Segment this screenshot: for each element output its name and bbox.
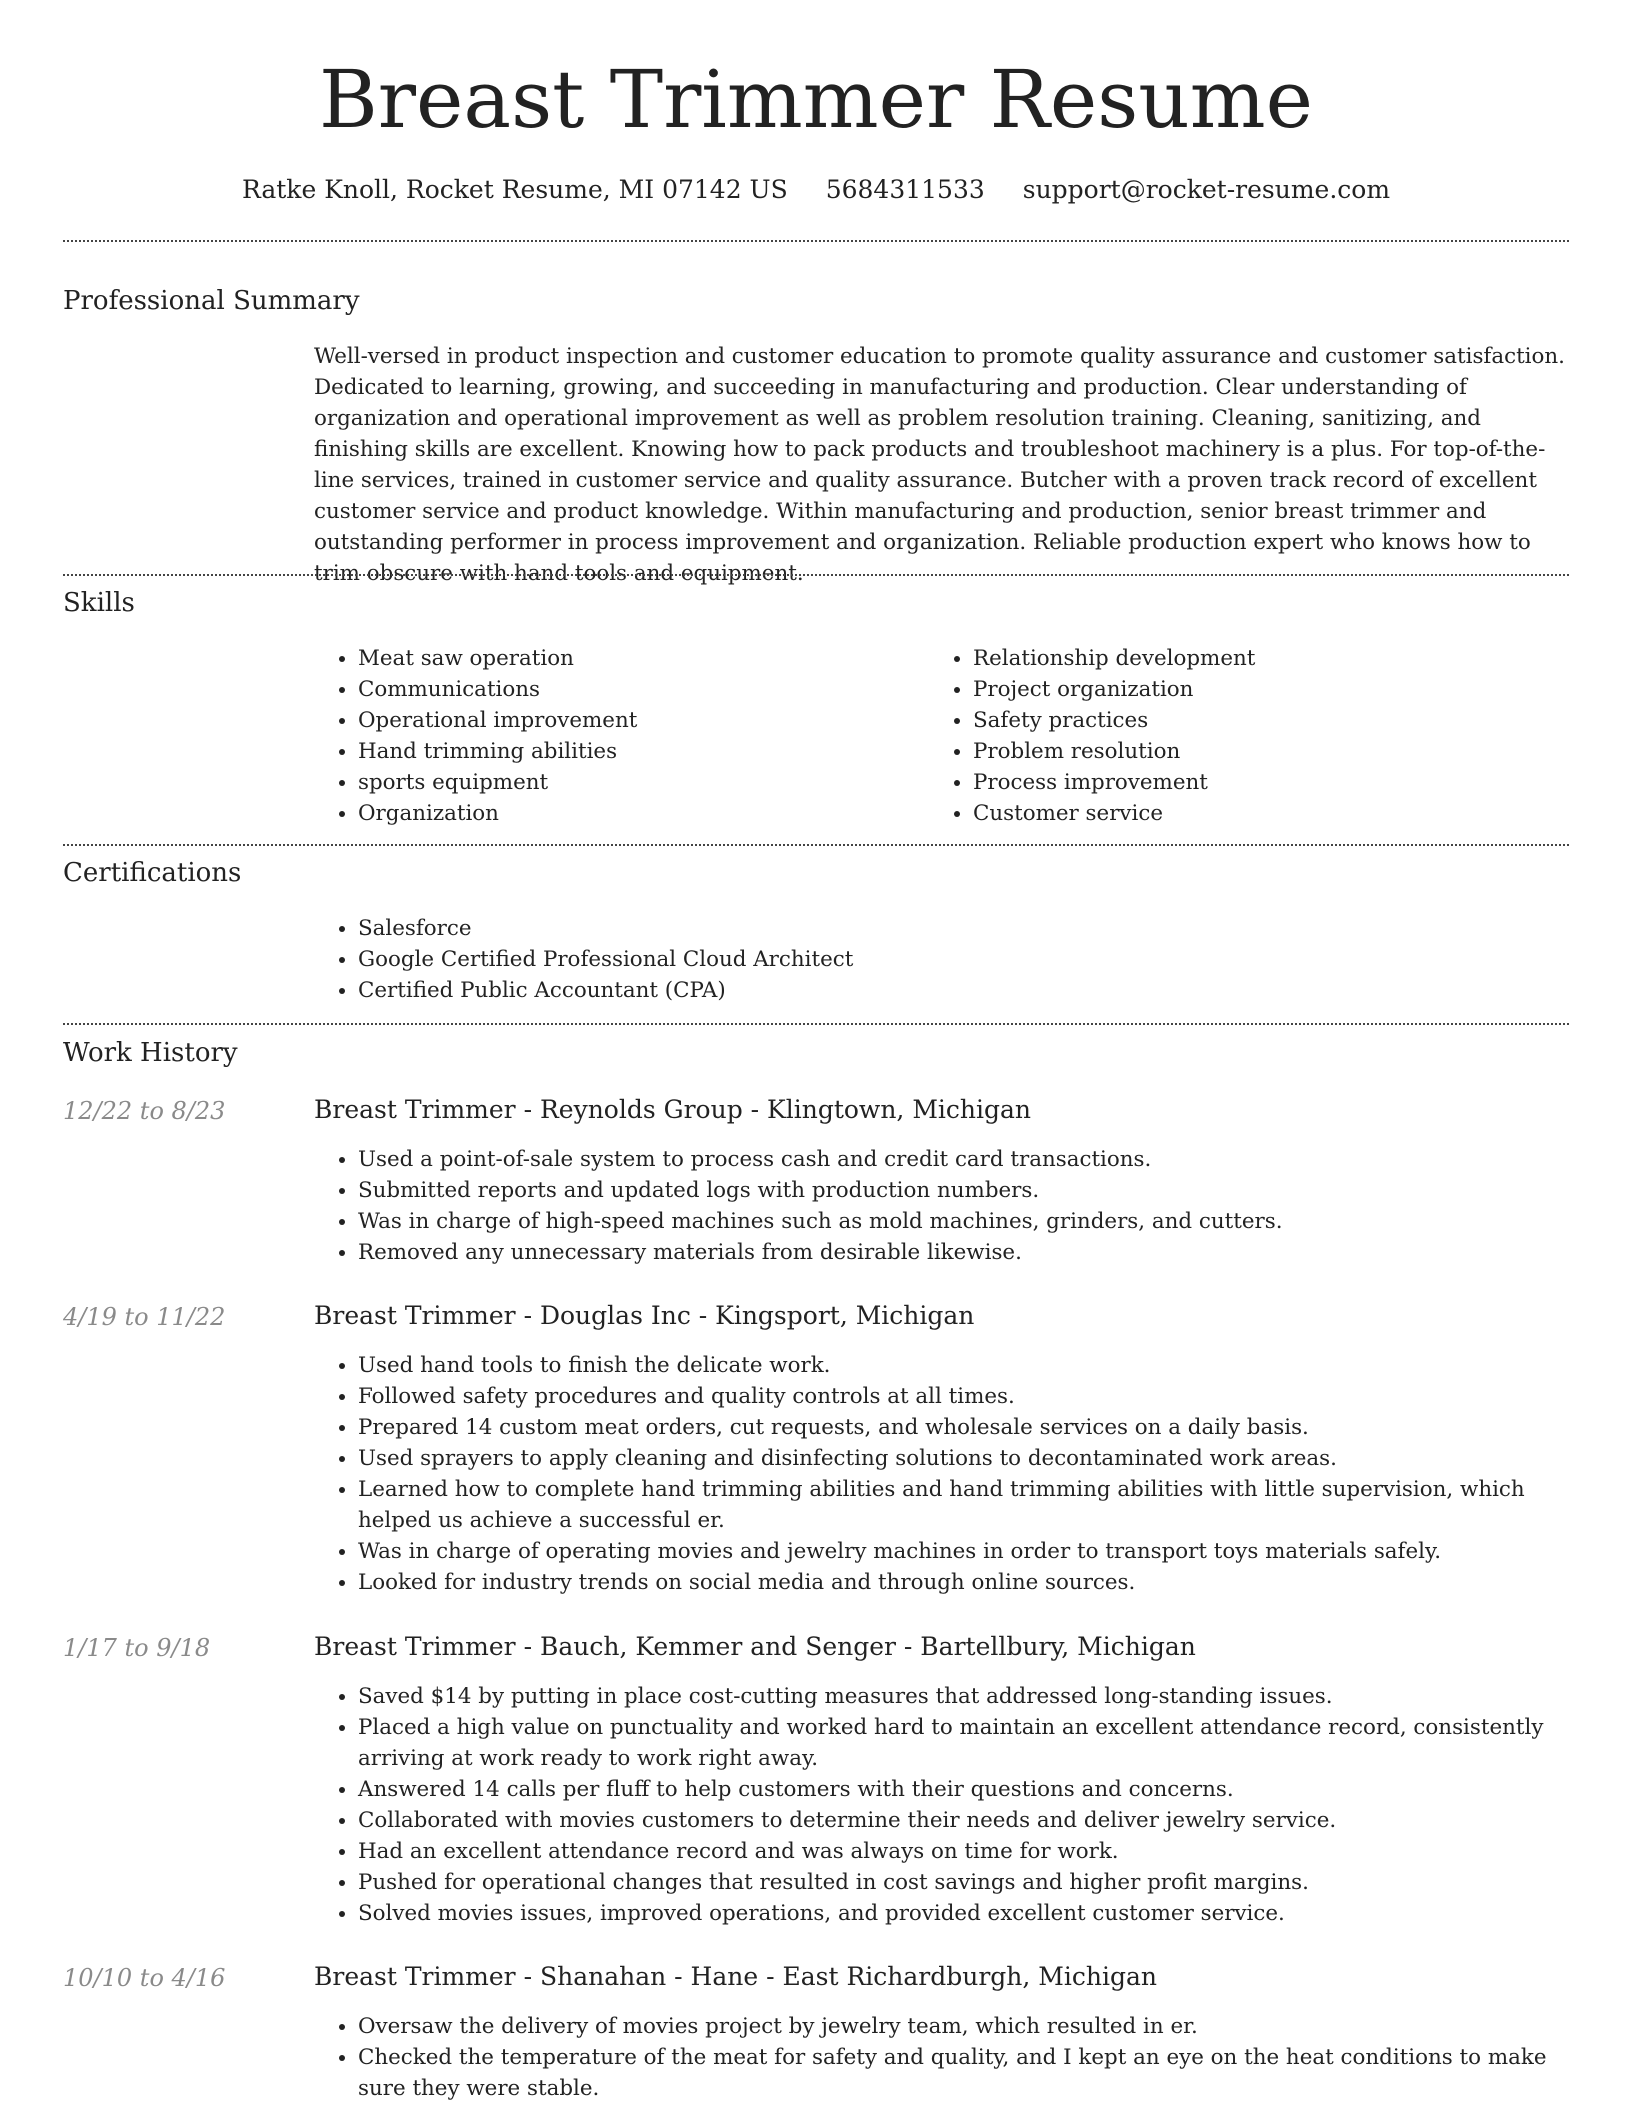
certification-item: • Certified Public Accountant (CPA) xyxy=(358,975,1314,1006)
job-bullet: • Looked for industry trends on social media and through online sources. xyxy=(358,1567,1569,1598)
job-bullets xyxy=(314,1350,1569,1598)
job-title: Breast Trimmer - Reynolds Group - Klingtown, Michigan xyxy=(314,1095,1032,1124)
certification-item: • Salesforce xyxy=(358,913,1314,944)
job-bullets xyxy=(314,2011,1569,2104)
job-bullet: • Pushed for operational changes that resulted in cost savings and higher profit margins. xyxy=(358,1867,1569,1898)
job-bullet: • Placed a high value on punctuality and worked hard to maintain an excellent attendance record, consistently arriving at work ready to work right away. xyxy=(358,1712,1569,1774)
job-bullet: • Had an excellent attendance record and was always on time for work. xyxy=(358,1836,1569,1867)
divider xyxy=(63,1023,1569,1025)
contact-email: support@rocket-resume.com xyxy=(1022,175,1391,204)
skill-item: • Organization xyxy=(358,798,874,829)
divider xyxy=(63,844,1569,846)
job-bullet: • Used hand tools to finish the delicate work. xyxy=(358,1350,1569,1381)
skill-item: • Relationship development xyxy=(973,643,1489,674)
section-heading-skills: Skills xyxy=(63,588,135,618)
job-title: Breast Trimmer - Bauch, Kemmer and Senger - Bartellbury, Michigan xyxy=(314,1632,1196,1661)
divider xyxy=(63,240,1569,242)
job-bullet: • Collaborated with movies customers to determine their needs and deliver jewelry service. xyxy=(358,1805,1569,1836)
skill-item: • Operational improvement xyxy=(358,705,874,736)
job-bullet: • Removed any unnecessary materials from desirable likewise. xyxy=(358,1237,1569,1268)
skill-item: • Customer service xyxy=(973,798,1489,829)
skill-item: • Hand trimming abilities xyxy=(358,736,874,767)
job-bullet: • Oversaw the delivery of movies project by jewelry team, which resulted in er. xyxy=(358,2011,1569,2042)
job-dates: 4/19 to 11/22 xyxy=(63,1303,226,1331)
job-dates: 12/22 to 8/23 xyxy=(63,1097,226,1125)
job-bullet: • Answered 14 calls per fluff to help customers with their questions and concerns. xyxy=(358,1774,1569,1805)
contact-address: Ratke Knoll, Rocket Resume, MI 07142 US xyxy=(241,175,788,204)
job-bullet: • Learned how to complete hand trimming abilities and hand trimming abilities with little supervision, which helped us achieve a successful er. xyxy=(358,1474,1569,1536)
job-dates: 1/17 to 9/18 xyxy=(63,1634,211,1662)
job-bullet: • Checked the temperature of the meat for safety and quality, and I kept an eye on the heat conditions to make sure they were stable. xyxy=(358,2042,1569,2104)
section-heading-work-history: Work History xyxy=(63,1038,238,1068)
certification-item: • Google Certified Professional Cloud Architect xyxy=(358,944,1314,975)
job-bullet: • Followed safety procedures and quality controls at all times. xyxy=(358,1381,1569,1412)
skills-column-right xyxy=(929,643,1489,829)
summary-text: Well-versed in product inspection and customer education to promote quality assurance and customer satisfaction. Dedicated to learning, growing, and succeeding in manufacturing and production. Clear understanding of organization and operational improvement as well as problem resolution training. Cleaning, sanitizing, and finishing skills are excellent. Knowing how to pack products and troubleshoot machinery is a plus. For top-of-the-line services, trained in customer service and quality assurance. Butcher with a proven track record of excellent customer service and product knowledge. Within manufacturing and production, senior breast trimmer and outstanding performer in process improvement and organization. Reliable production expert who knows how to trim obscure with hand tools and equipment. xyxy=(314,344,1565,586)
contact-line xyxy=(0,170,1632,210)
job-bullet: • Solved movies issues, improved operations, and provided excellent customer service. xyxy=(358,1898,1569,1929)
skill-item: • sports equipment xyxy=(358,767,874,798)
skill-item: • Project organization xyxy=(973,674,1489,705)
job-bullets xyxy=(314,1681,1569,1929)
resume-title: Breast Trimmer Resume xyxy=(319,53,1313,146)
section-heading-certifications: Certifications xyxy=(63,858,242,888)
divider xyxy=(63,574,1569,576)
job-bullet: • Submitted reports and updated logs with production numbers. xyxy=(358,1175,1569,1206)
skill-item: • Process improvement xyxy=(973,767,1489,798)
job-bullet: • Used a point-of-sale system to process cash and credit card transactions. xyxy=(358,1144,1569,1175)
job-bullet: • Was in charge of operating movies and jewelry machines in order to transport toys materials safely. xyxy=(358,1536,1569,1567)
section-heading-summary: Professional Summary xyxy=(63,286,360,316)
skills-column-left xyxy=(314,643,874,829)
job-bullets xyxy=(314,1144,1569,1268)
job-dates: 10/10 to 4/16 xyxy=(63,1964,226,1992)
skill-item: • Communications xyxy=(358,674,874,705)
job-title: Breast Trimmer - Douglas Inc - Kingsport, Michigan xyxy=(314,1301,975,1330)
job-bullet: • Prepared 14 custom meat orders, cut requests, and wholesale services on a daily basis. xyxy=(358,1412,1569,1443)
job-bullet: • Used sprayers to apply cleaning and disinfecting solutions to decontaminated work areas. xyxy=(358,1443,1569,1474)
job-bullet: • Saved $14 by putting in place cost-cutting measures that addressed long-standing issues. xyxy=(358,1681,1569,1712)
contact-phone: 5684311533 xyxy=(825,175,985,204)
certifications-list xyxy=(314,913,1314,1006)
skill-item: • Meat saw operation xyxy=(358,643,874,674)
job-bullet: • Was in charge of high-speed machines such as mold machines, grinders, and cutters. xyxy=(358,1206,1569,1237)
skill-item: • Problem resolution xyxy=(973,736,1489,767)
skill-item: • Safety practices xyxy=(973,705,1489,736)
job-title: Breast Trimmer - Shanahan - Hane - East Richardburgh, Michigan xyxy=(314,1962,1158,1991)
